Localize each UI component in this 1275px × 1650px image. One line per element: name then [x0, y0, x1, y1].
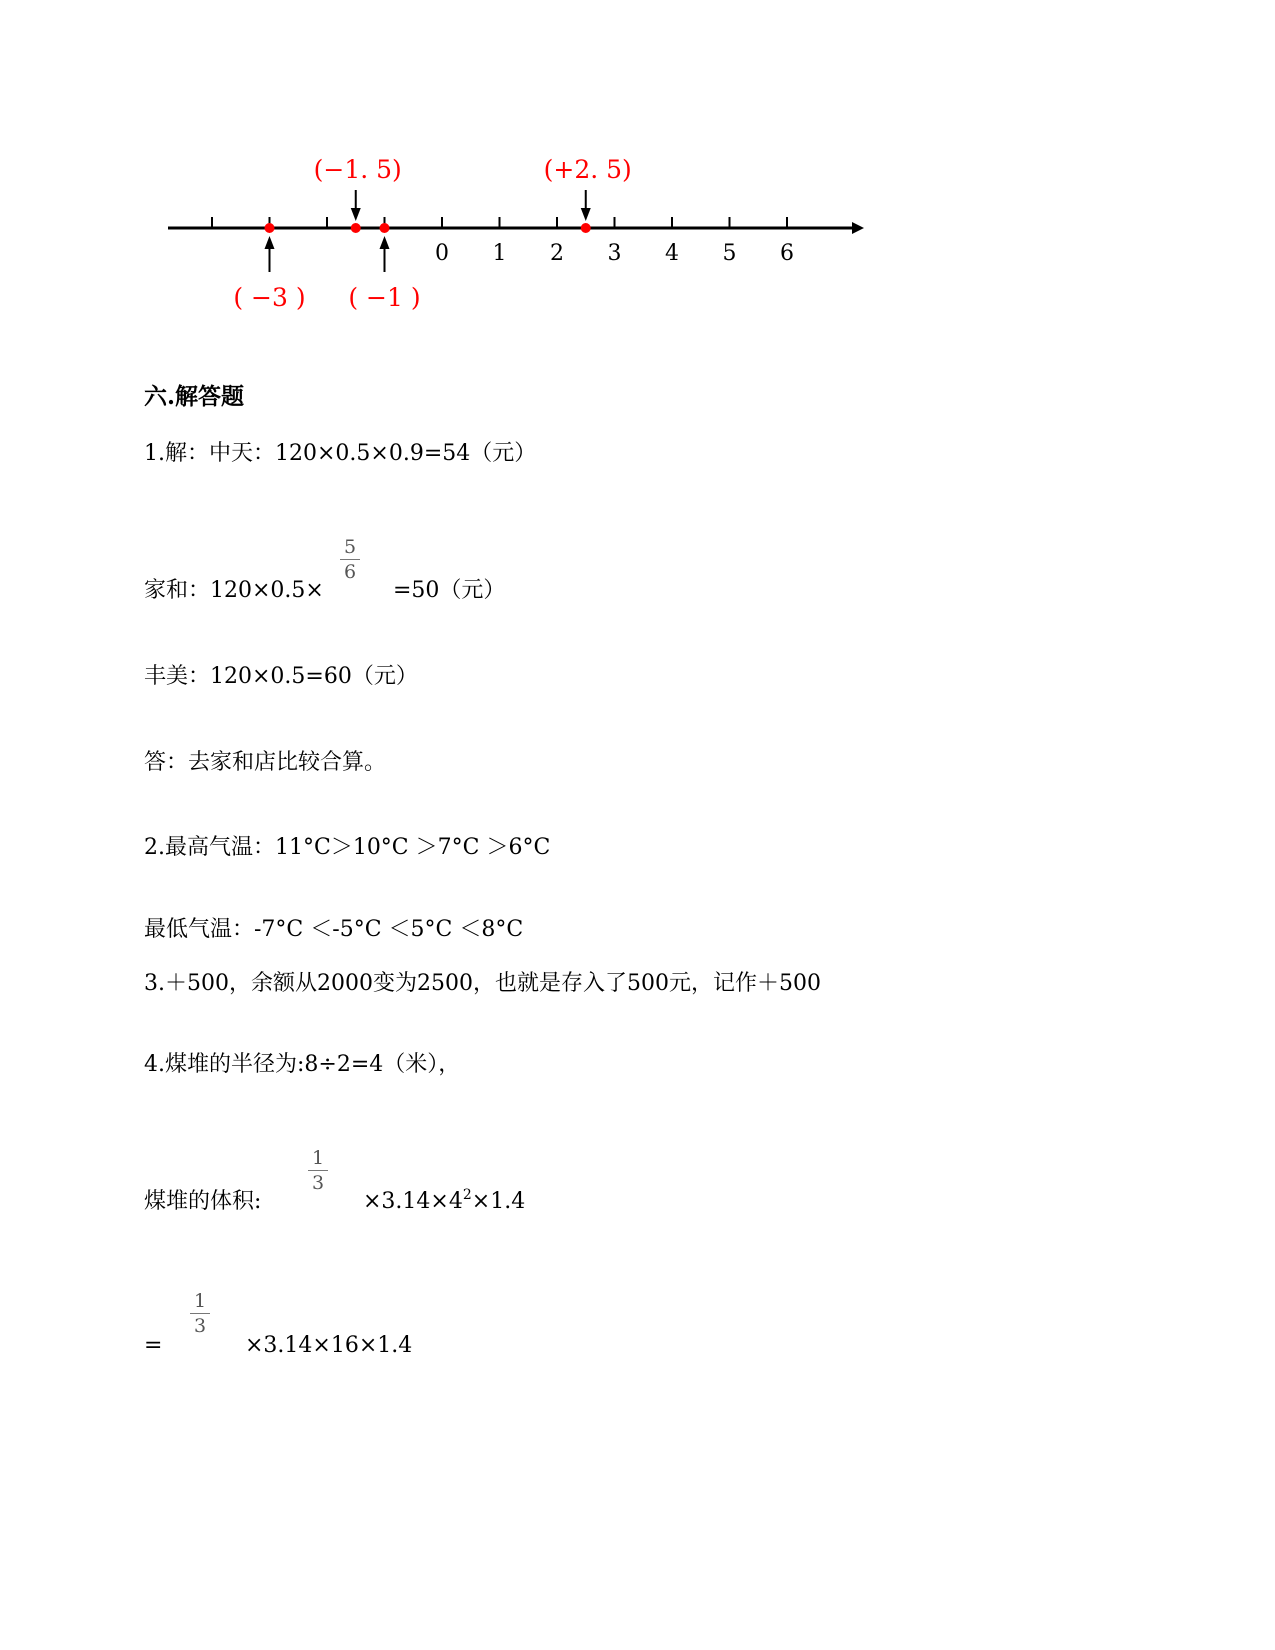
fraction-denominator: 3 [311, 1172, 325, 1194]
q4-line-2-prefix: 煤堆的体积: [144, 1189, 262, 1214]
q1-line-2-prefix: 家和：120×0.5× [144, 578, 324, 603]
point-arrow-head [380, 236, 390, 249]
point-marker [265, 223, 275, 233]
q4-line-3-equals: = [144, 1333, 163, 1358]
q4-line-2-expression [363, 1189, 525, 1215]
point-marker [581, 223, 591, 233]
fraction-bar [190, 1313, 210, 1314]
q4-fraction-1 [308, 1147, 328, 1194]
point-arrow-head [351, 208, 361, 221]
tick-label: 6 [780, 241, 794, 266]
q4-fraction-2 [190, 1290, 210, 1337]
q2-line-1: 2.最高气温：11°C＞10°C ＞7°C ＞6°C [144, 835, 551, 860]
q4-expr-tail: ×1.4 [471, 1189, 526, 1214]
tick-label: 3 [607, 241, 622, 266]
q1-line-3: 丰美：120×0.5=60（元） [144, 664, 418, 689]
point-arrow-head [581, 208, 591, 221]
q4-line-1: 4.煤堆的半径为:8÷2=4（米）， [144, 1052, 461, 1077]
q4-line-3-expression: ×3.14×16×1.4 [245, 1333, 413, 1358]
fraction-numerator: 1 [193, 1290, 207, 1312]
point-label: ( −3 ) [233, 283, 306, 312]
axis-arrowhead [852, 222, 864, 234]
fraction-bar [340, 559, 360, 560]
q1-answer: 答：去家和店比较合算。 [144, 750, 387, 775]
section-title: 六.解答题 [144, 383, 245, 410]
q1-line-1: 1.解：中天：120×0.5×0.9=54（元） [144, 441, 537, 466]
q4-expr-exponent: 2 [462, 1187, 472, 1203]
tick-label: 0 [435, 241, 449, 266]
q4-expr-base: ×3.14×4 [363, 1189, 463, 1214]
fraction-numerator: 1 [311, 1147, 325, 1169]
q1-fraction [340, 536, 360, 583]
point-marker [351, 223, 361, 233]
tick-label: 5 [722, 241, 737, 266]
fraction-bar [308, 1170, 328, 1171]
point-marker [380, 223, 390, 233]
number-line-ticks [212, 217, 794, 266]
tick-label: 2 [550, 241, 564, 266]
tick-label: 1 [492, 241, 507, 266]
point-label: ( −1 ) [348, 283, 421, 312]
tick-label: 4 [665, 241, 679, 266]
number-line-points [233, 155, 631, 312]
point-label: (+2. 5) [543, 155, 632, 184]
number-line-figure [0, 0, 1275, 340]
q1-line-2-result: =50（元） [393, 578, 506, 603]
fraction-denominator: 3 [193, 1315, 207, 1337]
point-label: (−1. 5) [313, 155, 402, 184]
q3-line-1: 3.＋500，余额从2000变为2500，也就是存入了500元，记作＋500 [144, 971, 821, 996]
fraction-numerator: 5 [343, 536, 357, 558]
point-arrow-head [265, 236, 275, 249]
q2-line-2: 最低气温：-7°C ＜-5°C ＜5°C ＜8°C [144, 917, 524, 942]
fraction-denominator: 6 [343, 561, 357, 583]
